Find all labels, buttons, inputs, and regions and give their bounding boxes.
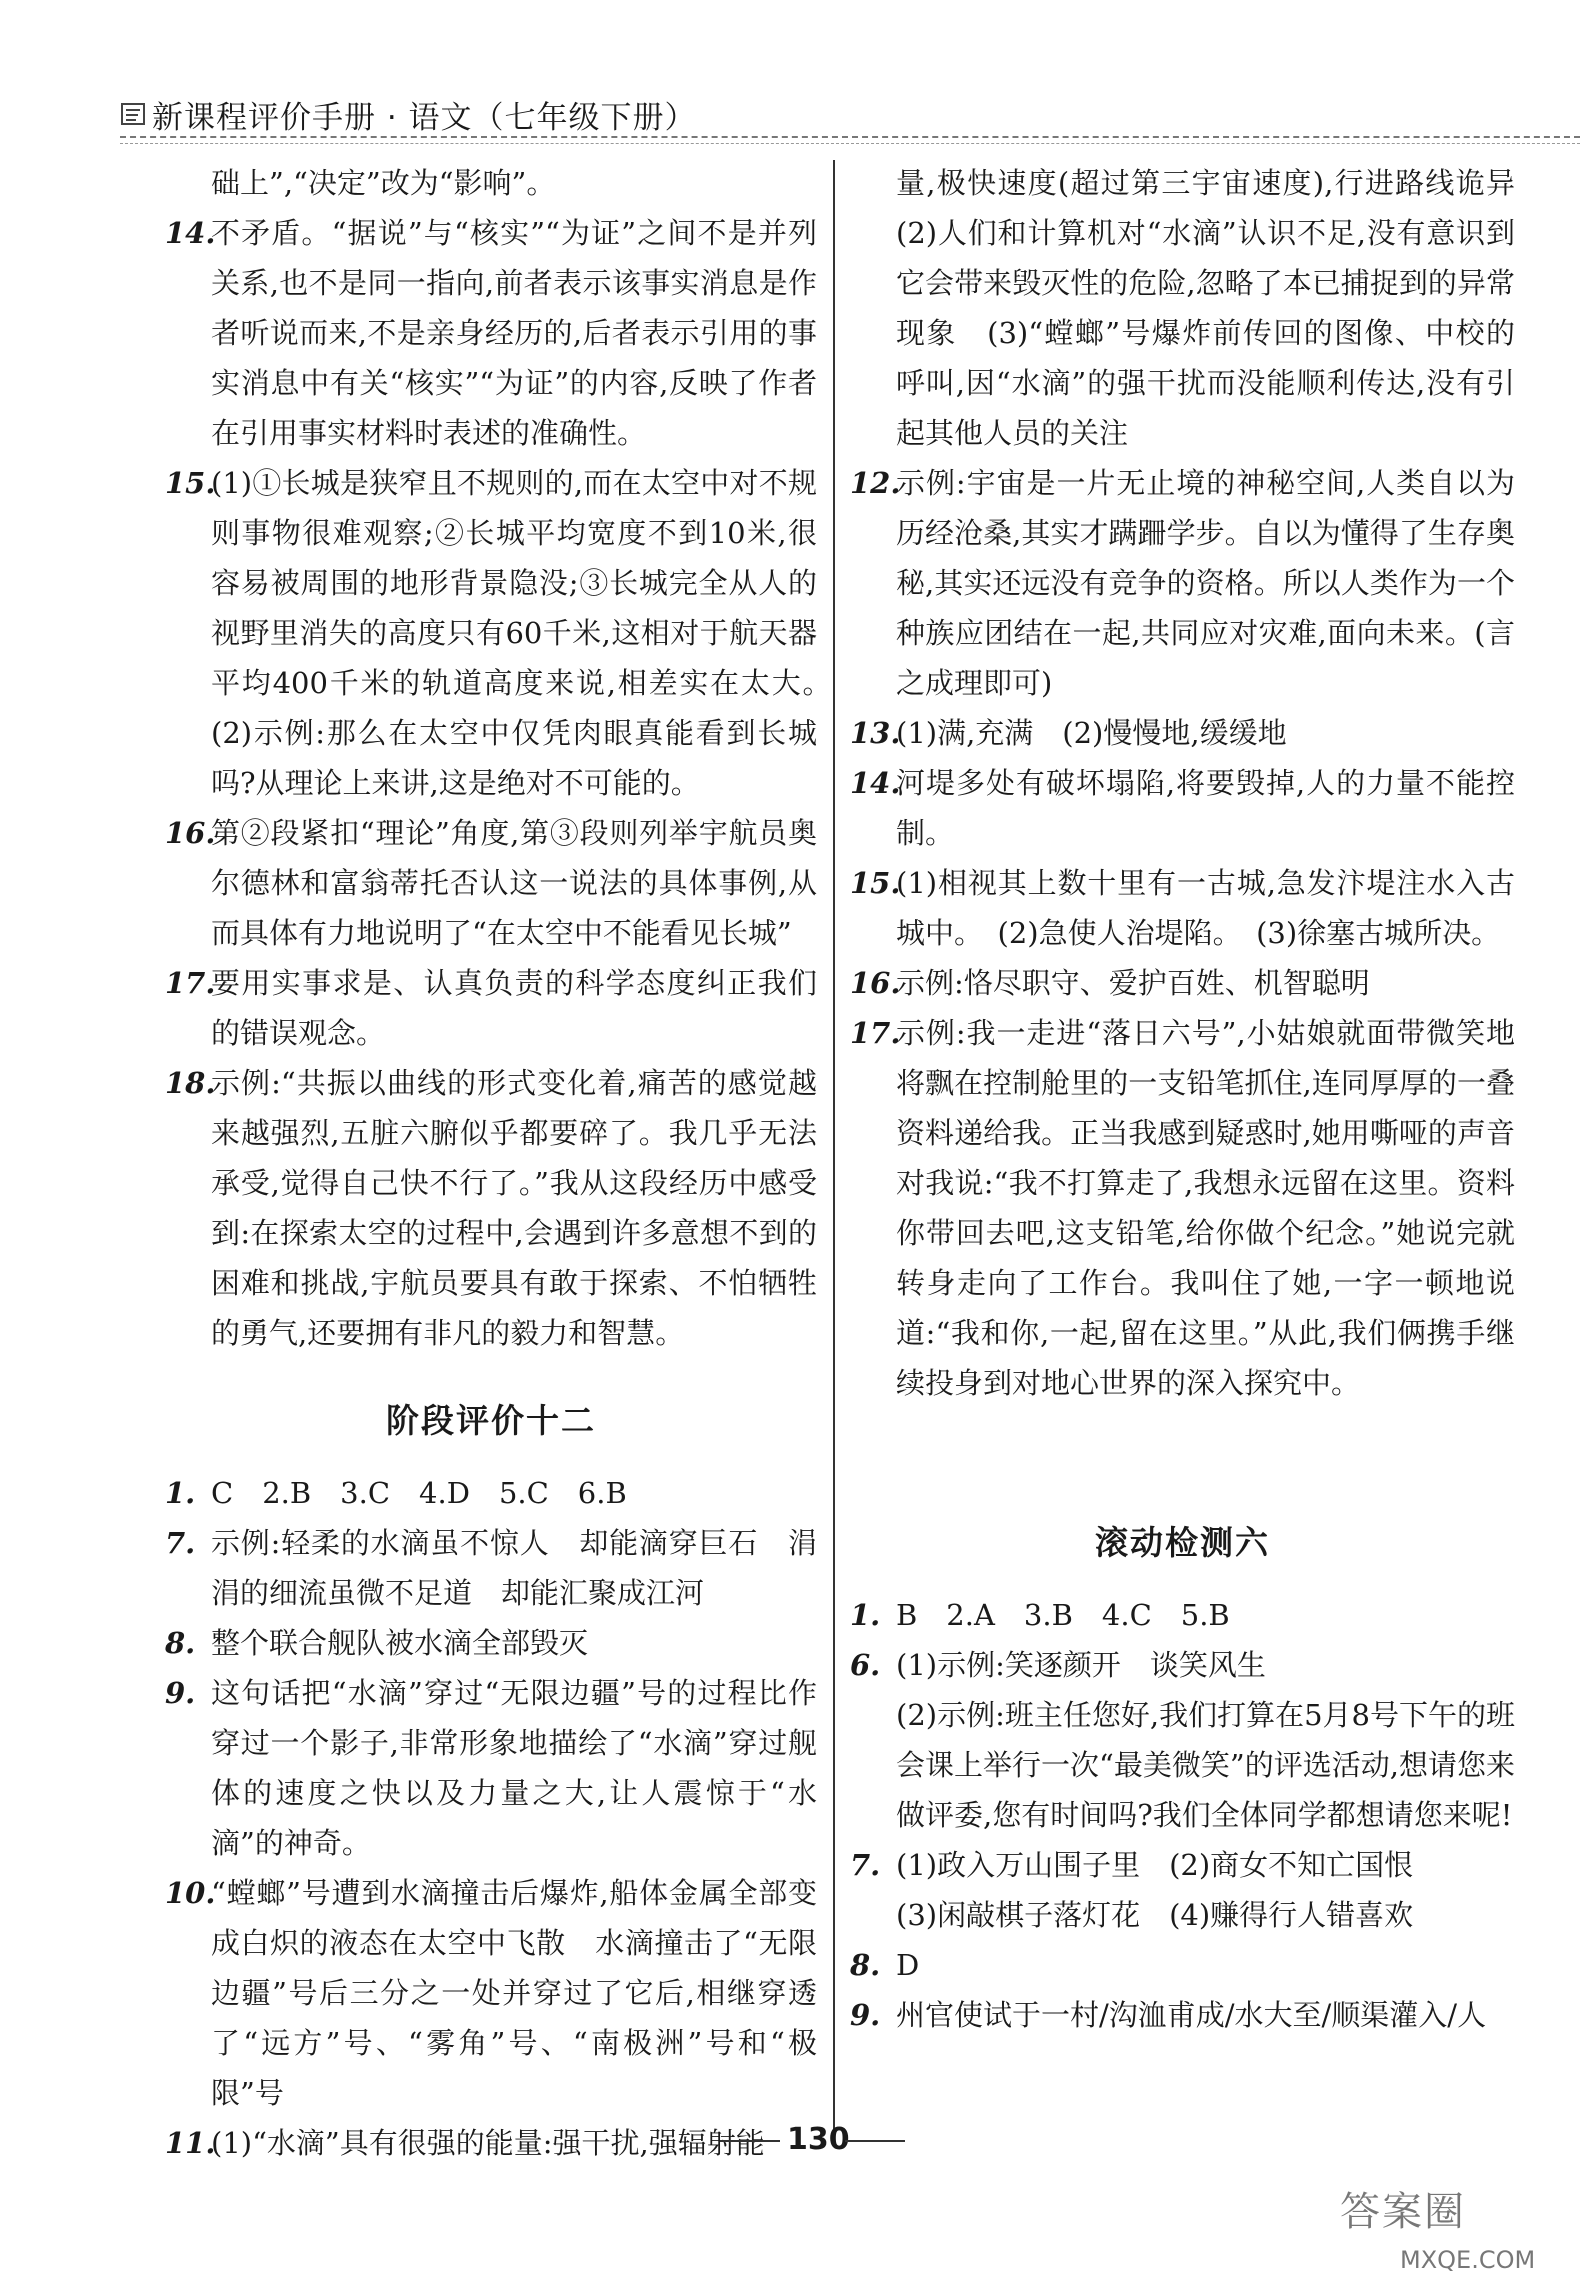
answer-item [850, 458, 1515, 708]
answer-item [850, 858, 1515, 958]
header-rule-thin [120, 143, 1580, 144]
answer-text: 示例:宇宙是一片无止境的神秘空间,人类自以为历经沧桑,其实才蹒跚学步。自以为懂得了生存奥秘,其实还远没有竞争的资格。所以人类作为一个种族应团结在一起,共同应对灾难,面向未来。(言之成理即可) [896, 466, 1515, 700]
answer-item [850, 758, 1515, 858]
answer-number: 14. [165, 216, 216, 250]
answer-number: 11. [165, 2126, 216, 2160]
footer-ornament-right [845, 2140, 905, 2142]
answer-item [165, 458, 847, 808]
answer-text: 河堤多处有破坏塌陷,将要毁掉,人的力量不能控制。 [896, 766, 1515, 850]
answer-text: (2)示例:班主任您好,我们打算在5月8号下午的班会课上举行一次“最美微笑”的评选活动,想请您来做评委,您有时间吗?我们全体同学都想请您来呢! [896, 1698, 1515, 1832]
watermark [1340, 2180, 1570, 2280]
footer-ornament-left [720, 2140, 780, 2142]
section-title-rolling-test-6: 滚动检测六 [1095, 1523, 1270, 1562]
watermark-url: MXQE.COM [1400, 2246, 1536, 2274]
left-answers-top [165, 158, 847, 1358]
answer-number: 8. [850, 1948, 881, 1982]
answer-item [165, 1668, 817, 1868]
right-answers-top [850, 158, 1545, 1408]
right-column [850, 158, 1545, 2040]
answer-text: C 2.B 3.C 4.D 5.C 6.B [211, 1476, 627, 1510]
answer-number: 15. [165, 466, 216, 500]
answer-number: 16. [850, 966, 901, 1000]
answer-text: (1)①长城是狭窄且不规则的,而在太空中对不规则事物很难观察;②长城平均宽度不到10米,很容易被周围的地形背景隐没;③长城完全从人的视野里消失的高度只有60千米,这相对于航天器平均400千米的轨道高度来说,相差实在太大。 (2)示例:那么在太空中仅凭肉眼真能看到长城吗?从理论上来讲,这是绝对不可能的。 [211, 466, 847, 800]
answer-number: 1. [165, 1476, 196, 1510]
page-footer [700, 2122, 940, 2162]
answer-item [850, 1890, 1515, 1940]
answer-item [850, 1690, 1515, 1840]
answer-item [850, 1990, 1515, 2040]
page-header [120, 92, 1580, 152]
answer-text: B 2.A 3.B 4.C 5.B [896, 1598, 1230, 1632]
answer-text: (1)政入万山围子里 (2)商女不知亡国恨 [896, 1848, 1414, 1882]
answer-text: 这句话把“水滴”穿过“无限边疆”号的过程比作穿过一个影子,非常形象地描绘了“水滴”穿过舰体的速度之快以及力量之大,让人震惊于“水滴”的神奇。 [211, 1676, 817, 1860]
header-rule [120, 136, 1580, 138]
answer-number: 14. [850, 766, 901, 800]
answer-text: (1)“水滴”具有很强的能量:强干扰,强辐射能 [211, 2126, 765, 2160]
answer-text: 州官使试于一村/沟洫甫成/水大至/顺渠灌入/人 [896, 1998, 1487, 2032]
watermark-logo-text: 答案圈 [1340, 2189, 1466, 2235]
answer-number: 7. [165, 1526, 196, 1560]
answer-text: 示例:轻柔的水滴虽不惊人 却能滴穿巨石 涓涓的细流虽微不足道 却能汇聚成江河 [211, 1526, 817, 1610]
series-logo-icon [120, 100, 148, 128]
answer-number: 6. [850, 1648, 881, 1682]
answer-item [165, 808, 817, 958]
answer-number: 12. [850, 466, 901, 500]
answer-number: 17. [850, 1016, 901, 1050]
section-title-stage-12: 阶段评价十二 [386, 1401, 596, 1440]
page-number: 130 [787, 2122, 850, 2157]
answer-text: 不矛盾。“据说”与“核实”“为证”之间不是并列关系,也不是同一指向,前者表示该事实消息是作者听说而来,不是亲身经历的,后者表示引用的事实消息中有关“核实”“为证”的内容,反映了作者在引用事实材料时表述的准确性。 [211, 216, 817, 450]
answer-item [165, 158, 817, 208]
answer-number: 13. [850, 716, 901, 750]
answer-item [165, 1868, 817, 2118]
answer-text: 示例:恪尽职守、爱护百姓、机智聪明 [896, 966, 1370, 1000]
answer-number: 10. [165, 1876, 216, 1910]
answer-text: (3)闲敲棋子落灯花 (4)赚得行人错喜欢 [896, 1898, 1414, 1932]
answer-number: 1. [850, 1598, 881, 1632]
answer-item [165, 1518, 817, 1618]
answer-number: 15. [850, 866, 901, 900]
answer-text: (1)满,充满 (2)慢慢地,缓缓地 [896, 716, 1287, 750]
answer-item [850, 1590, 1515, 1640]
answer-text: 要用实事求是、认真负责的科学态度纠正我们的错误观念。 [211, 966, 817, 1050]
answer-number: 8. [165, 1626, 196, 1660]
answer-text: D [896, 1948, 920, 1982]
answer-item [850, 1640, 1515, 1690]
answer-number: 16. [165, 816, 216, 850]
answer-text: 整个联合舰队被水滴全部毁灭 [211, 1626, 589, 1660]
left-answers-bottom [165, 1468, 817, 2168]
answer-number: 7. [850, 1848, 881, 1882]
answer-item [165, 958, 817, 1058]
answer-number: 9. [850, 1998, 881, 2032]
answer-text: (1)示例:笑逐颜开 谈笑风生 [896, 1648, 1266, 1682]
answer-item [165, 1618, 817, 1668]
answer-item [850, 1840, 1515, 1890]
answer-item [850, 1940, 1515, 1990]
answer-item [850, 1008, 1515, 1408]
answer-text: (1)相视其上数十里有一古城,急发汴堤注水入古城中。 (2)急使人治堤陷。 (3)徐塞古城所决。 [896, 866, 1515, 950]
column-divider [833, 160, 835, 2130]
answer-item [850, 158, 1545, 458]
answer-item [850, 958, 1515, 1008]
answer-text: 示例:我一走进“落日六号”,小姑娘就面带微笑地将飘在控制舱里的一支铅笔抓住,连同厚厚的一叠资料递给我。正当我感到疑惑时,她用嘶哑的声音对我说:“我不打算走了,我想永远留在这里。资料你带回去吧,这支铅笔,给你做个纪念。”她说完就转身走向了工作台。我叫住了她,一字一顿地说道:“我和你,一起,留在这里。”从此,我们俩携手继续投身到对地心世界的深入探究中。 [896, 1016, 1515, 1400]
answer-text: 示例:“共振以曲线的形式变化着,痛苦的感觉越来越强烈,五脏六腑似乎都要碎了。我几乎无法承受,觉得自己快不行了。”我从这段经历中感受到:在探索太空的过程中,会遇到许多意想不到的困难和挑战,宇航员要具有敢于探索、不怕牺牲的勇气,还要拥有非凡的毅力和智慧。 [211, 1066, 817, 1350]
answer-item [165, 208, 817, 458]
answer-number: 17. [165, 966, 216, 1000]
answer-item [165, 1058, 817, 1358]
answer-text: 第②段紧扣“理论”角度,第③段则列举宇航员奥尔德林和富翁蒂托否认这一说法的具体事例,从而具体有力地说明了“在太空中不能看见长城” [211, 816, 817, 950]
answer-text: 量,极快速度(超过第三宇宙速度),行进路线诡异 (2)人们和计算机对“水滴”认识不足,没有意识到它会带来毁灭性的危险,忽略了本已捕捉到的异常现象 (3)“螳螂”号爆炸前传回的图像、中校的呼叫,因“水滴”的强干扰而没能顺利传达,没有引起其他人员的关注 [896, 166, 1545, 450]
answer-number: 9. [165, 1676, 196, 1710]
answer-text: “螳螂”号遭到水滴撞击后爆炸,船体金属全部变成白炽的液态在太空中飞散 水滴撞击了“无限边疆”号后三分之一处并穿过了它后,相继穿透了“远方”号、“雾角”号、“南极洲”号和“极限”号 [211, 1876, 817, 2110]
answer-item [165, 1468, 817, 1518]
answer-number: 18. [165, 1066, 216, 1100]
right-answers-bottom [850, 1590, 1515, 2040]
answer-item [850, 708, 1515, 758]
answer-text: 础上”,“决定”改为“影响”。 [211, 166, 556, 200]
header-title: 新课程评价手册 · 语文（七年级下册） [152, 100, 697, 136]
